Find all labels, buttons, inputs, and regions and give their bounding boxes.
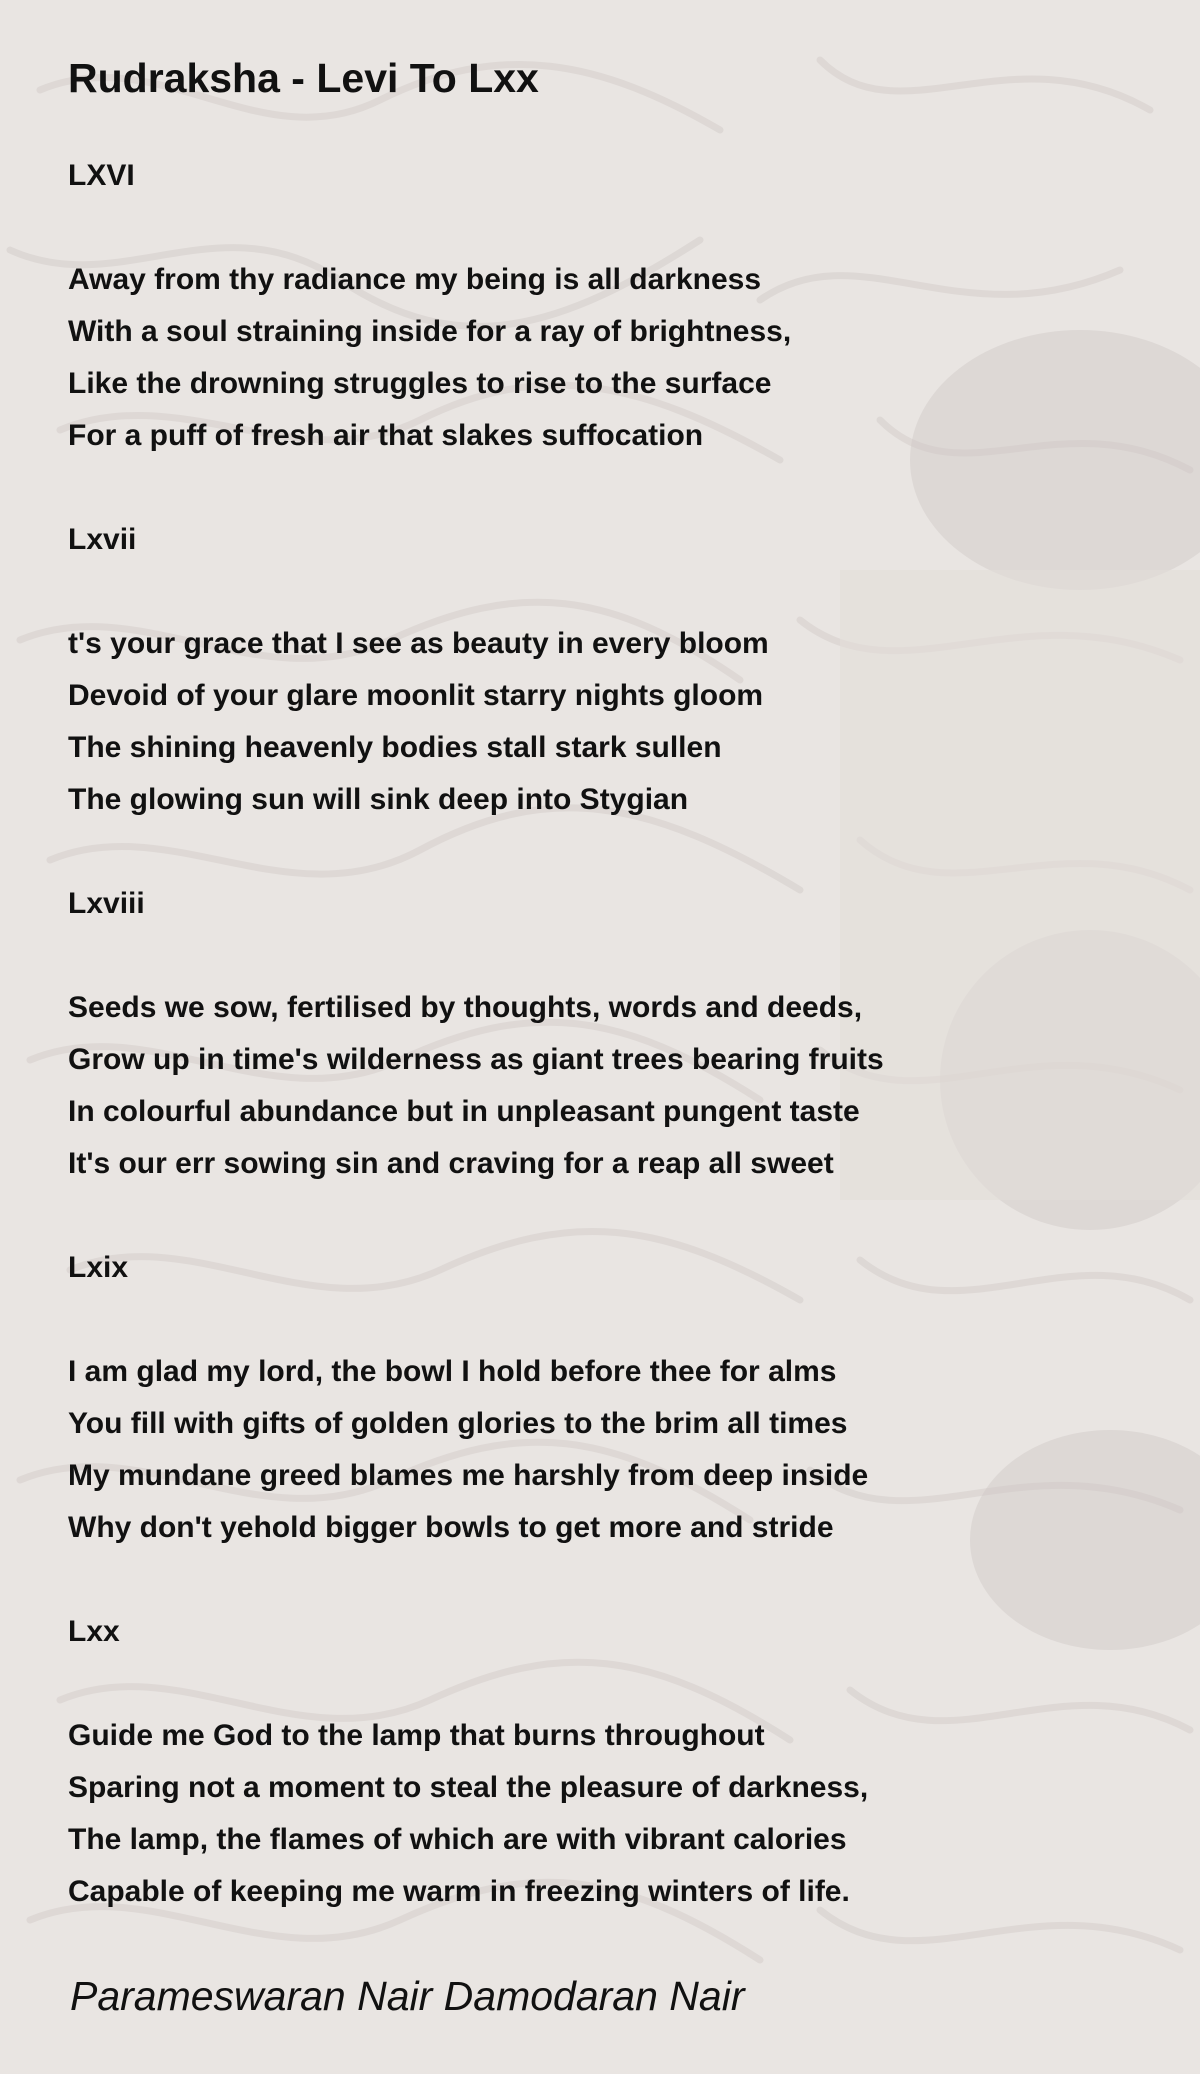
author-name: Parameswaran Nair Damodaran Nair <box>70 1973 745 2019</box>
stanza <box>68 878 1148 1242</box>
poem-line: Seeds we sow, fertilised by thoughts, words and deeds, <box>68 991 863 1024</box>
stanza <box>68 1606 1148 1918</box>
stanza-spacer <box>68 1658 1148 1710</box>
stanza-heading: LXVI <box>68 159 135 192</box>
poem-line: The shining heavenly bodies stall stark sullen <box>68 731 722 764</box>
poem-title: Rudraksha - Levi To Lxx <box>68 55 539 101</box>
stanza-spacer <box>68 930 1148 982</box>
stanza-spacer <box>68 566 1148 618</box>
stanza-heading: Lxviii <box>68 887 145 920</box>
stanza <box>68 514 1148 878</box>
poem-line: Grow up in time's wilderness as giant trees bearing fruits <box>68 1043 884 1076</box>
poem-line: Devoid of your glare moonlit starry nights gloom <box>68 679 764 712</box>
stanza-spacer <box>68 1294 1148 1346</box>
poem-line: It's our err sowing sin and craving for a reap all sweet <box>68 1147 834 1180</box>
poem-line: My mundane greed blames me harshly from deep inside <box>68 1459 869 1492</box>
poem-body <box>68 150 1148 1918</box>
poem-line: The glowing sun will sink deep into Stygian <box>68 783 689 816</box>
poem-line: t's your grace that I see as beauty in every bloom <box>68 627 769 660</box>
poem-line: Guide me God to the lamp that burns throughout <box>68 1719 765 1752</box>
poem-line: Like the drowning struggles to rise to the surface <box>68 367 772 400</box>
poem-line: You fill with gifts of golden glories to the brim all times <box>68 1407 848 1440</box>
stanza <box>68 150 1148 514</box>
stanza-spacer <box>68 202 1148 254</box>
poem-line: With a soul straining inside for a ray of brightness, <box>68 315 792 348</box>
stanza-heading: Lxvii <box>68 523 137 556</box>
stanza-spacer <box>68 826 1148 878</box>
poem-line: Capable of keeping me warm in freezing winters of life. <box>68 1875 850 1908</box>
stanza-heading: Lxx <box>68 1615 120 1648</box>
poem-line: Why don't yehold bigger bowls to get more and stride <box>68 1511 834 1544</box>
poem-line: In colourful abundance but in unpleasant pungent taste <box>68 1095 860 1128</box>
poem-line: Sparing not a moment to steal the pleasure of darkness, <box>68 1771 869 1804</box>
stanza-heading: Lxix <box>68 1251 129 1284</box>
stanza-spacer <box>68 462 1148 514</box>
poem-line: Away from thy radiance my being is all darkness <box>68 263 762 296</box>
poem-line: I am glad my lord, the bowl I hold before thee for alms <box>68 1355 837 1388</box>
stanza-spacer <box>68 1190 1148 1242</box>
poem-line: The lamp, the flames of which are with vibrant calories <box>68 1823 847 1856</box>
stanza <box>68 1242 1148 1606</box>
stanza-spacer <box>68 1554 1148 1606</box>
poem-line: For a puff of fresh air that slakes suffocation <box>68 419 704 452</box>
